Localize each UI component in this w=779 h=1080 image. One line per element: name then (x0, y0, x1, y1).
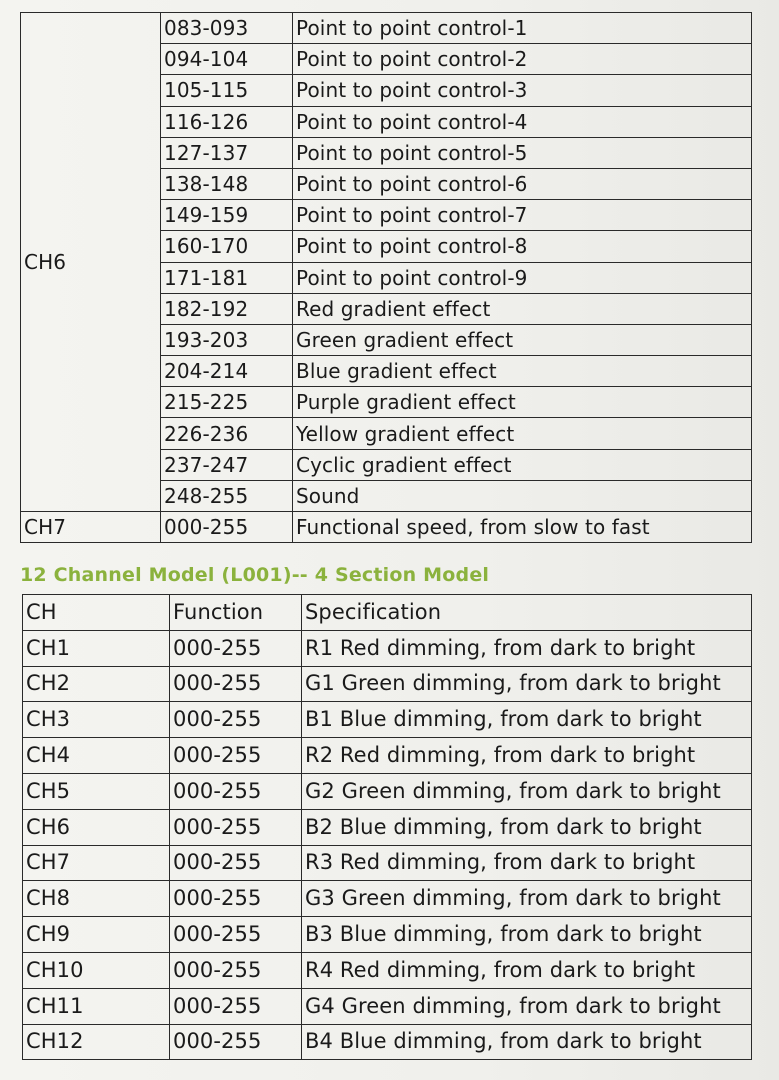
specification-text: B2 Blue dimming, from dark to bright (302, 809, 752, 845)
channel-label: CH7 (23, 845, 170, 881)
value-range: 171-181 (161, 262, 293, 293)
channel-label: CH6 (23, 809, 170, 845)
value-range: 116-126 (161, 106, 293, 137)
channel-label: CH5 (23, 773, 170, 809)
function-description: Red gradient effect (293, 293, 752, 324)
header-function: Function (170, 595, 302, 631)
channel-label: CH3 (23, 702, 170, 738)
function-range: 000-255 (170, 809, 302, 845)
function-description: Point to point control-8 (293, 231, 752, 262)
channel-label: CH12 (23, 1024, 170, 1060)
value-range: 094-104 (161, 44, 293, 75)
function-description: Blue gradient effect (293, 356, 752, 387)
table-row (23, 773, 752, 809)
function-description: Functional speed, from slow to fast (293, 512, 752, 543)
function-description: Point to point control-9 (293, 262, 752, 293)
function-range: 000-255 (170, 1024, 302, 1060)
specification-text: B1 Blue dimming, from dark to bright (302, 702, 752, 738)
table-row (23, 1024, 752, 1060)
ch6-ch7-table-body (21, 13, 752, 543)
value-range: 226-236 (161, 418, 293, 449)
value-range: 149-159 (161, 200, 293, 231)
specification-text: G1 Green dimming, from dark to bright (302, 666, 752, 702)
function-range: 000-255 (170, 845, 302, 881)
function-range: 000-255 (170, 773, 302, 809)
channel-label: CH2 (23, 666, 170, 702)
table-row (23, 630, 752, 666)
value-range: 083-093 (161, 13, 293, 44)
function-range: 000-255 (170, 881, 302, 917)
table-row (23, 809, 752, 845)
table-row (23, 917, 752, 953)
header-ch: CH (23, 595, 170, 631)
value-range: 105-115 (161, 75, 293, 106)
channel-label: CH9 (23, 917, 170, 953)
table-header-row (23, 595, 752, 631)
specification-text: B4 Blue dimming, from dark to bright (302, 1024, 752, 1060)
channel-label: CH10 (23, 952, 170, 988)
channel-label: CH4 (23, 738, 170, 774)
channel-label: CH6 (21, 13, 161, 512)
function-description: Point to point control-7 (293, 200, 752, 231)
function-range: 000-255 (170, 917, 302, 953)
value-range: 215-225 (161, 387, 293, 418)
header-specification: Specification (302, 595, 752, 631)
function-range: 000-255 (170, 738, 302, 774)
function-description: Yellow gradient effect (293, 418, 752, 449)
table-row (21, 13, 752, 44)
function-range: 000-255 (170, 988, 302, 1024)
function-description: Point to point control-4 (293, 106, 752, 137)
channel-label: CH1 (23, 630, 170, 666)
function-description: Purple gradient effect (293, 387, 752, 418)
specification-text: G4 Green dimming, from dark to bright (302, 988, 752, 1024)
value-range: 127-137 (161, 137, 293, 168)
function-description: Point to point control-1 (293, 13, 752, 44)
function-description: Point to point control-2 (293, 44, 752, 75)
twelve-channel-table (22, 594, 752, 1060)
table-row (23, 702, 752, 738)
specification-text: R3 Red dimming, from dark to bright (302, 845, 752, 881)
value-range: 160-170 (161, 231, 293, 262)
value-range: 204-214 (161, 356, 293, 387)
table-row (23, 881, 752, 917)
table-row (23, 952, 752, 988)
specification-text: R4 Red dimming, from dark to bright (302, 952, 752, 988)
function-description: Point to point control-5 (293, 137, 752, 168)
value-range: 138-148 (161, 168, 293, 199)
specification-text: R1 Red dimming, from dark to bright (302, 630, 752, 666)
specification-text: R2 Red dimming, from dark to bright (302, 738, 752, 774)
function-description: Sound (293, 480, 752, 511)
channel-label: CH7 (21, 512, 161, 543)
ch6-ch7-table (20, 12, 752, 543)
specification-text: G3 Green dimming, from dark to bright (302, 881, 752, 917)
value-range: 248-255 (161, 480, 293, 511)
specification-text: G2 Green dimming, from dark to bright (302, 773, 752, 809)
value-range: 237-247 (161, 449, 293, 480)
table-row (23, 845, 752, 881)
function-range: 000-255 (170, 952, 302, 988)
specification-text: B3 Blue dimming, from dark to bright (302, 917, 752, 953)
channel-label: CH11 (23, 988, 170, 1024)
section-title: 12 Channel Model (L001)-- 4 Section Model (20, 564, 490, 586)
value-range: 000-255 (161, 512, 293, 543)
value-range: 182-192 (161, 293, 293, 324)
function-range: 000-255 (170, 702, 302, 738)
function-description: Cyclic gradient effect (293, 449, 752, 480)
function-range: 000-255 (170, 630, 302, 666)
value-range: 193-203 (161, 324, 293, 355)
function-description: Point to point control-3 (293, 75, 752, 106)
channel-label: CH8 (23, 881, 170, 917)
function-description: Green gradient effect (293, 324, 752, 355)
table-row (23, 988, 752, 1024)
table-row (23, 666, 752, 702)
function-description: Point to point control-6 (293, 168, 752, 199)
twelve-channel-table-body (23, 595, 752, 1060)
function-range: 000-255 (170, 666, 302, 702)
table-row (21, 512, 752, 543)
table-row (23, 738, 752, 774)
